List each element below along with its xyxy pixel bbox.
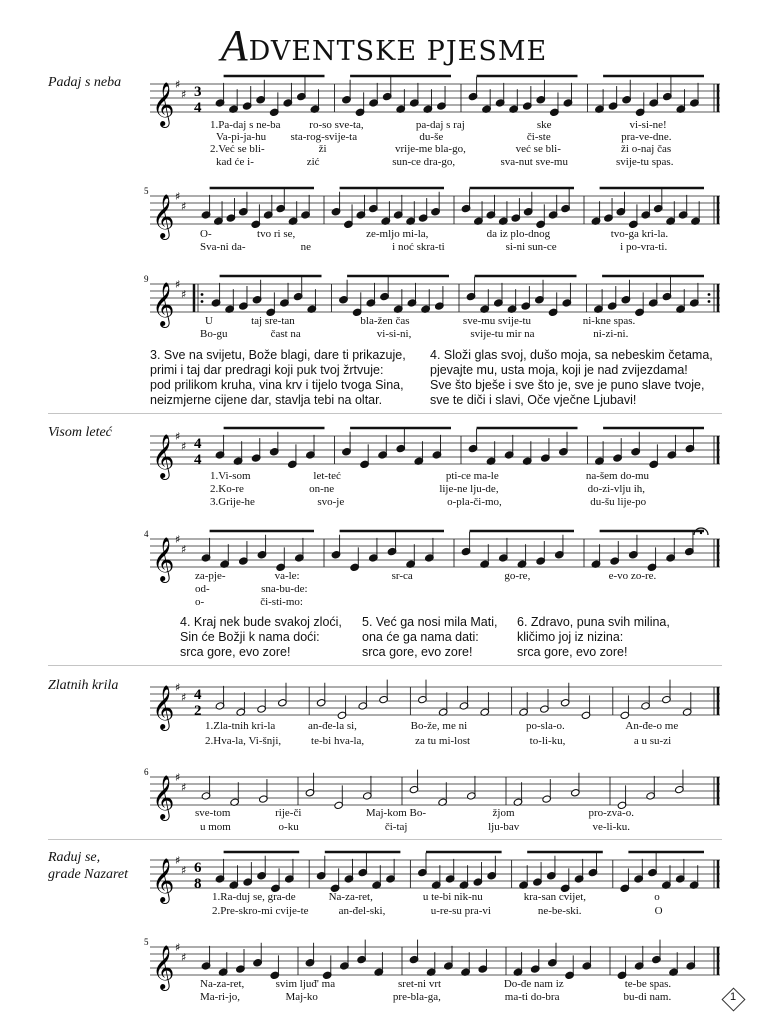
sharp-icon: ♯ [181, 288, 187, 301]
time-signature-bottom: 4 [194, 452, 202, 468]
time-signature-bottom: 8 [194, 876, 202, 892]
sharp-icon: ♯ [181, 88, 187, 101]
lyric-line: Bo-gu čast na vi-si-ni, svije-tu mir na ni-zi-ni. [200, 328, 629, 340]
music-staff [150, 72, 720, 124]
lyric-line: o- či-sti-mo: [195, 596, 303, 608]
section-divider [48, 839, 722, 840]
page-number-badge [722, 988, 744, 1010]
measure-number: 5 [144, 937, 149, 947]
verse-text: 5. Već ga nosi mila Mati, ona će ga nama dati: srca gore, evo zore! [362, 615, 498, 659]
repeat-dot [708, 293, 711, 296]
lyric-line: od- sna-bu-de: [195, 583, 308, 595]
lyric-line: Na-za-ret, svim ljuđ' ma sret-ni vrt Do-đe nam iz te-be spas. [200, 978, 672, 990]
time-signature-bottom: 4 [194, 100, 202, 116]
measure-number: 6 [144, 767, 149, 777]
staff-svg [150, 72, 720, 124]
sharp-icon: ♯ [181, 543, 187, 556]
lyric-line: Sva-ni da- ne i noć skra-ti si-ni sun-ce i po-vra-ti. [200, 241, 668, 253]
treble-clef-icon: 𝄞 [152, 537, 175, 581]
song-title: Visom leteć [48, 425, 112, 440]
lyric-line: Ma-ri-jo, Maj-ko pre-bla-ga, ma-ti do-bra bu-di nam. [200, 991, 672, 1003]
sharp-icon: ♯ [175, 430, 181, 443]
verse-text: 3. Sve na svijetu, Bože blagi, dare ti prikazuje, primi i taj dar predragi koji puk tvoj žrtvuje: pod prilikom kruha, vina krv i tijelo tvoga Sina, neizmjerne cijene dar, stavlja tebi na oltar. [150, 348, 406, 407]
sharp-icon: ♯ [181, 200, 187, 213]
song-title: Padaj s neba [48, 75, 122, 90]
repeat-dot [708, 300, 711, 303]
music-staff [150, 424, 720, 476]
time-signature-top: 3 [194, 84, 202, 100]
lyric-line: 1.Zla-tnih kri-la an-đe-la si, Bo-že, me ni po-sla-o. An-đe-o me [205, 720, 679, 732]
sharp-icon: ♯ [175, 278, 181, 291]
treble-clef-icon: 𝄞 [152, 282, 175, 326]
lyric-line: 1.Ra-duj se, gra-de Na-za-ret, u te-bi nik-nu kra-san cvijet, o [212, 891, 660, 903]
measure-number: 5 [144, 186, 149, 196]
sharp-icon: ♯ [181, 440, 187, 453]
time-signature-bottom: 2 [194, 703, 202, 719]
title-initial: A [220, 21, 249, 70]
treble-clef-icon: 𝄞 [152, 775, 175, 819]
lyric-line: za-pje- va-le: sr-ca go-re, e-vo zo-re. [195, 570, 657, 582]
song-title: Raduj se, grade Nazaret [48, 850, 128, 882]
measure-number: 4 [144, 529, 149, 539]
treble-clef-icon: 𝄞 [152, 434, 175, 478]
time-signature-top: 4 [194, 436, 202, 452]
lyric-line: U taj sre-tan bla-žen čas sve-mu svije-tu ni-kne spas. [205, 315, 636, 327]
lyric-line: 2.Već se bli- ži vrije-me bla-go, već se bli- ži o-naj čas [210, 143, 672, 155]
lyric-line: 3.Grije-he svo-je o-pla-či-mo, du-šu lije-po [210, 496, 647, 508]
lyric-line: 2.Pre-skro-mi cvije-te an-đel-ski, u-re-su pra-vi ne-be-ski. O [212, 905, 663, 917]
treble-clef-icon: 𝄞 [152, 945, 175, 989]
lyric-line: 1.Vi-som let-teć pti-ce ma-le na-šem do-mu [210, 470, 650, 482]
sharp-icon: ♯ [175, 854, 181, 867]
sharp-icon: ♯ [175, 78, 181, 91]
section-divider [48, 665, 722, 666]
section-divider [48, 413, 722, 414]
treble-clef-icon: 𝄞 [152, 858, 175, 902]
lyric-line: 2.Hva-la, Vi-šnji, te-bi hva-la, za tu mi-lost to-li-ku, a u su-zi [205, 735, 672, 747]
treble-clef-icon: 𝄞 [152, 685, 175, 729]
title-rest: DVENTSKE PJESME [248, 36, 548, 67]
page-number: 1 [729, 991, 737, 1003]
lyric-line: u mom o-ku či-taj lju-bav ve-li-ku. [200, 821, 631, 833]
sharp-icon: ♯ [175, 941, 181, 954]
verse-text: 6. Zdravo, puna svih milina, kličimo joj iz nizina: srca gore, evo zore! [517, 615, 670, 659]
measure-number: 9 [144, 274, 149, 284]
lyric-line: Va-pi-ja-hu sta-rog-svije-ta du-še či-ste pra-ve-dne. [216, 131, 672, 143]
time-signature-top: 4 [194, 687, 202, 703]
lyric-line: 2.Ko-re on-ne lije-ne lju-de, do-zi-vlju ih, [210, 483, 646, 495]
lyric-line: 1.Pa-daj s ne-ba ro-so sve-ta, pa-daj s raj ske vi-si-ne! [210, 119, 667, 131]
verse-text: 4. Složi glas svoj, dušo moja, sa nebeskim četama, pjevajte mu, usta moja, koji je nad zvijezdama! Sve što bješe i sve što je, sve je puno slave tvoje, sve te diči i slavi, Oče vječne Ljubavi! [430, 348, 713, 407]
sharp-icon: ♯ [175, 681, 181, 694]
verse-text: 4. Kraj nek bude svakoj zloći, Sin će Božji k nama doći: srca gore, evo zore! [180, 615, 342, 659]
treble-clef-icon: 𝄞 [152, 82, 175, 126]
sharp-icon: ♯ [181, 864, 187, 877]
staff-svg [150, 424, 720, 476]
sharp-icon: ♯ [181, 691, 187, 704]
song-title: Zlatnih krila [48, 678, 119, 693]
treble-clef-icon: 𝄞 [152, 194, 175, 238]
repeat-dot [201, 293, 204, 296]
time-signature-top: 6 [194, 860, 202, 876]
sharp-icon: ♯ [175, 771, 181, 784]
sharp-icon: ♯ [181, 781, 187, 794]
page-title [0, 20, 768, 71]
sharp-icon: ♯ [175, 190, 181, 203]
lyric-line: kad će i- zić sun-ce dra-go, sva-nut sve-mu svije-tu spas. [216, 156, 674, 168]
repeat-dot [201, 300, 204, 303]
fermata-dot [700, 532, 702, 534]
lyric-line: O- tvo ri se, ze-mljo mi-la, da iz plo-dnog tvo-ga kri-la. [200, 228, 669, 240]
lyric-line: sve-tom rije-či Maj-kom Bo- žjom pro-zva-o. [195, 807, 634, 819]
sharp-icon: ♯ [175, 533, 181, 546]
sharp-icon: ♯ [181, 951, 187, 964]
